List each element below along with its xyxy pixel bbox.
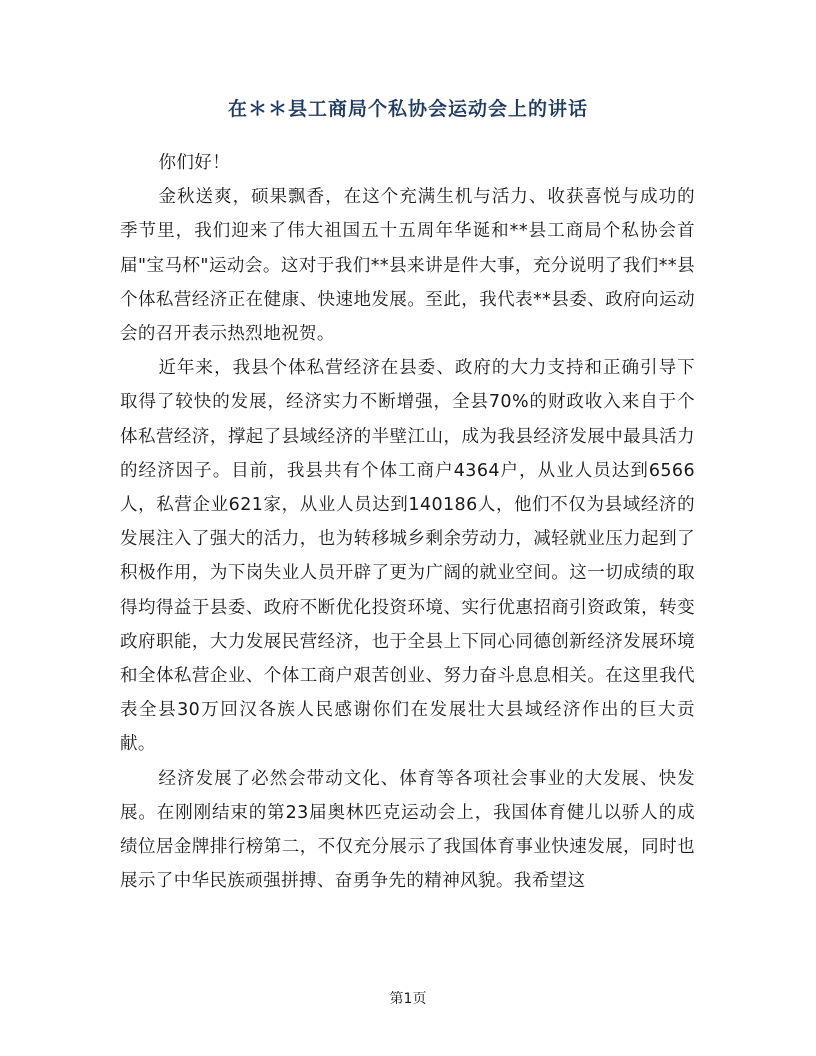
document-title: 在＊＊县工商局个私协会运动会上的讲话: [227, 98, 588, 120]
paragraph-sports: 经济发展了必然会带动文化、体育等各项社会事业的大发展、快发展。在刚刚结束的第23届奥林匹克运动会上，我国体育健儿以骄人的成绩位居金牌排行榜第二，不仅充分展示了我国体育事业快速发展，同时也展示了中华民族顽强拼搏、奋勇争先的精神风貌。我希望这: [120, 768, 695, 892]
paragraph-greeting: 你们好！: [158, 153, 231, 173]
page-number: 第1页: [389, 991, 427, 1007]
paragraph-opening: 金秋送爽，硕果飘香，在这个充满生机与活力、收获喜悦与成功的季节里，我们迎来了伟大祖国五十五周年华诞和**县工商局个私协会首届"宝马杯"运动会。这对于我们**县来讲是件大事，充分说明了我们**县个体私营经济正在健康、快速地发展。至此，我代表**县委、政府向运动会的召开表示热烈地祝贺。: [120, 187, 695, 345]
paragraph-economy: 近年来，我县个体私营经济在县委、政府的大力支持和正确引导下取得了较快的发展，经济实力不断增强，全县70%的财政收入来自于个体私营经济，撑起了县域经济的半壁江山，成为我县经济发展中最具活力的经济因子。目前，我县共有个体工商户4364户，从业人员达到6566人，私营企业621家，从业人员达到140186人，他们不仅为县域经济的发展注入了强大的活力，也为转移城乡剩余劳动力，减轻就业压力起到了积极作用，为下岗失业人员开辟了更为广阔的就业空间。这一切成绩的取得均得益于县委、政府不断优化投资环境、实行优惠招商引资政策，转变政府职能，大力发展民营经济，也于全县上下同心同德创新经济发展环境和全体私营企业、个体工商户艰苦创业、努力奋斗息息相关。在这里我代表全县30万回汉各族人民感谢你们在发展壮大县域经济作出的巨大贡献。: [120, 358, 695, 755]
document-body: [120, 146, 695, 898]
